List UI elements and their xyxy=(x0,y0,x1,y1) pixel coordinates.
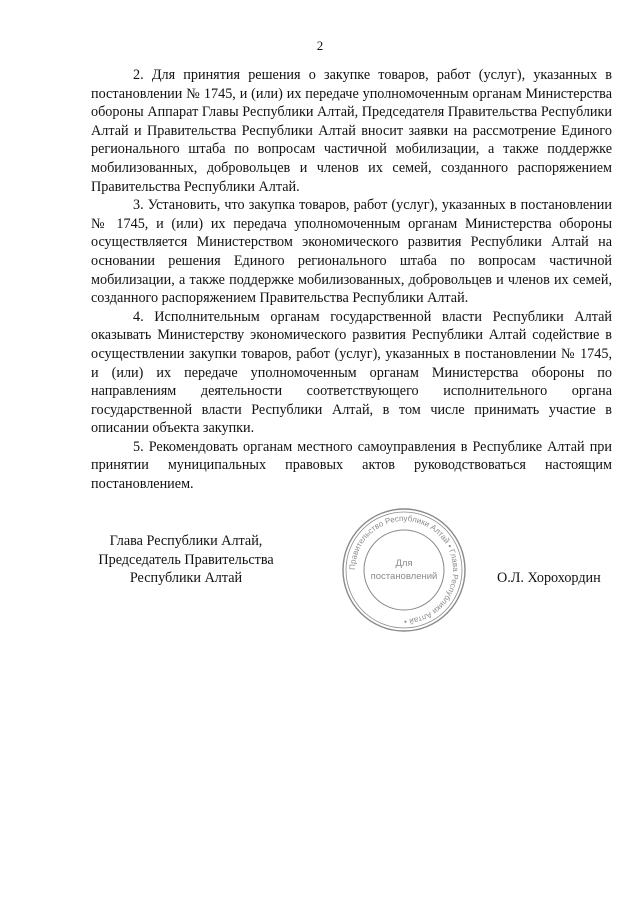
paragraph-3: 3. Установить, что закупка товаров, работ (услуг), указанных в постановлении № 1745, и (или) их передача уполномоченным органам Министерства обороны осуществляется Министерством экономического развития Республики Алтай на основании решения Единого регионального штаба по вопросам частичной мобилизации, а также поддержке мобилизованных, добровольцев и членов их семей, созданного распоряжением Правительства Республики Алтай. xyxy=(91,197,612,307)
paragraph-5: 5. Рекомендовать органам местного самоуправления в Республике Алтай при принятии муниципальных правовых актов руководствоваться настоящим постановлением. xyxy=(91,438,612,493)
stamp-outer-ring-inner xyxy=(346,512,462,628)
paragraph-2: 2. Для принятия решения о закупке товаров, работ (услуг), указанных в постановлении № 1745, и (или) их передаче уполномоченным органам Министерства обороны Аппарат Главы Республики Алтай, Председателя Правительства Республики Алтай и Правительства Республики Алтай вносит заявки на рассмотрение Единого регионального штаба по вопросам частичной мобилизации, а также поддержке мобилизованных, добровольцев и членов их семей, созданного распоряжением Правительства Республики Алтай. xyxy=(91,67,612,195)
signatory-title-line: Председатель Правительства xyxy=(98,551,274,568)
stamp-center-line2: постановлений xyxy=(370,571,438,582)
stamp-outer-ring xyxy=(343,509,465,631)
signatory-title-line: Республики Алтай xyxy=(129,570,243,587)
signature-block xyxy=(0,532,640,652)
signatory-title xyxy=(91,532,281,588)
stamp-inner-ring xyxy=(364,530,444,610)
page-number: 2 xyxy=(316,38,324,53)
stamp-outer-text: Правительство Республики Алтай • Глава Республики Алтай • xyxy=(347,513,461,627)
signatory-name: О.Л. Хорохордин xyxy=(497,570,601,586)
official-seal-stamp xyxy=(340,506,468,634)
stamp-center-line1: Для xyxy=(395,558,413,569)
signatory-title-line: Глава Республики Алтай, xyxy=(109,533,263,549)
paragraph-4: 4. Исполнительным органам государственной власти Республики Алтай оказывать Министерству экономического развития Республики Алтай содействие в осуществлении закупки товаров, работ (услуг), указанных в постановлении № 1745, и (или) их передаче уполномоченным органам Министерства обороны по направлениям деятельности соответствующего исполнительного органа государственной власти Республики Алтай, в том числе принимать участие в описании объекта закупки. xyxy=(91,308,612,437)
document-body xyxy=(91,66,612,494)
